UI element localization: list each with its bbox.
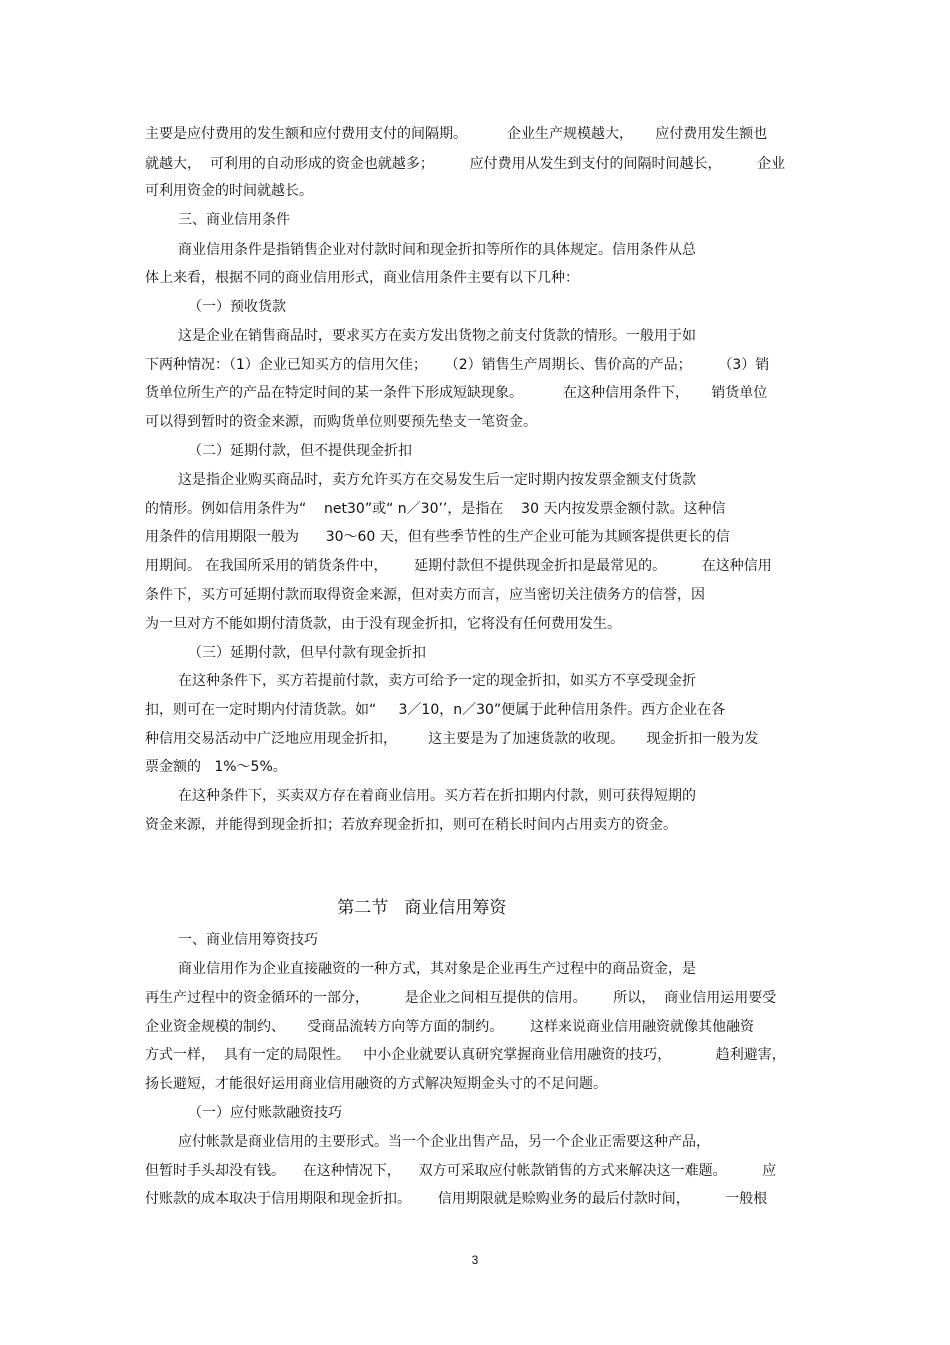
body-line: 下两种情况：（1）企业已知买方的信用欠佳； （2）销售生产周期长、售价高的产品； （3）销 <box>145 357 770 373</box>
section-heading: 一、商业信用筹资技巧 <box>178 932 318 948</box>
body-line: 但暂时手头却没有钱。 在这种情况下， 双方可采取应付帐款销售的方式来解决这一难题。 应 <box>145 1163 777 1179</box>
body-line: 在这种条件下，买方若提前付款，卖方可给予一定的现金折扣，如买方不享受现金折 <box>178 673 696 689</box>
body-line: 付账款的成本取决于信用期限和现金折扣。 信用期限就是赊购业务的最后付款时间， 一般根 <box>145 1191 768 1207</box>
body-line: 企业资金规模的制约、 受商品流转方向等方面的制约。 这样来说商业信用融资就像其他融资 <box>145 1019 754 1035</box>
body-line: 就越大， 可利用的自动形成的资金也就越多； 应付费用从发生到支付的间隔时间越长， 企业 <box>145 156 786 172</box>
page-number: 3 <box>471 1253 479 1267</box>
body-line: 方式一样， 具有一定的局限性。 中小企业就要认真研究掌握商业信用融资的技巧， 趋利避害， <box>145 1047 786 1063</box>
body-line: 票金额的 1%～5%。 <box>145 759 287 775</box>
body-line: 种信用交易活动中广泛地应用现金折扣， 这主要是为了加速货款的收现。 现金折扣一般为发 <box>145 731 759 747</box>
body-line: 商业信用条件是指销售企业对付款时间和现金折扣等所作的具体规定。信用条件从总 <box>178 242 696 258</box>
body-line: 用条件的信用期限一般为 30～60 天，但有些季节性的生产企业可能为其顾客提供更长的信 <box>145 529 730 545</box>
body-line: 应付帐款是商业信用的主要形式。当一个企业出售产品，另一个企业正需要这种产品， <box>178 1134 710 1150</box>
body-line: 这是指企业购买商品时，卖方允许买方在交易发生后一定时期内按发票金额支付货款 <box>178 472 696 488</box>
body-line: 货单位所生产的产品在特定时间的某一条件下形成短缺现象。 在这种信用条件下， 销货单位 <box>145 385 768 401</box>
body-line: 这是企业在销售商品时，要求买方在卖方发出货物之前支付货款的情形。一般用于如 <box>178 328 696 344</box>
body-line: 为一旦对方不能如期付清货款，由于没有现金折扣，它将没有任何费用发生。 <box>145 616 621 632</box>
body-line: 扣，则可在一定时期内付清货款。如“ 3／10，n／30”便属于此种信用条件。西方企业在各 <box>145 702 726 718</box>
body-line: 可利用资金的时间就越长。 <box>145 183 313 199</box>
body-line: 资金来源，并能得到现金折扣；若放弃现金折扣，则可在稍长时间内占用卖方的资金。 <box>145 817 677 833</box>
subsection-heading: （二）延期付款，但不提供现金折扣 <box>188 443 412 459</box>
body-line: 条件下，买方可延期付款而取得资金来源，但对卖方而言，应当密切关注债务方的信誉，因 <box>145 587 705 603</box>
body-line: 主要是应付费用的发生额和应付费用支付的间隔期。 企业生产规模越大， 应付费用发生额也 <box>145 126 768 142</box>
section-title-text: 第二节 商业信用筹资 <box>337 898 507 918</box>
body-line: 商业信用作为企业直接融资的一种方式，其对象是企业再生产过程中的商品资金，是 <box>178 961 696 977</box>
body-line: 扬长避短，才能很好运用商业信用融资的方式解决短期金头寸的不足问题。 <box>145 1076 607 1092</box>
subsection-heading: （三）延期付款，但早付款有现金折扣 <box>188 645 426 661</box>
body-line: 在这种条件下，买卖双方存在着商业信用。买方若在折扣期内付款，则可获得短期的 <box>178 788 696 804</box>
section-heading: 三、商业信用条件 <box>178 212 290 228</box>
body-line: 用期间。 在我国所采用的销货条件中， 延期付款但不提供现金折扣是最常见的。 在这种信用 <box>145 558 772 574</box>
body-line: 体上来看，根据不同的商业信用形式，商业信用条件主要有以下几种： <box>145 270 579 286</box>
body-line: 的情形。例如信用条件为“ net30”或“ n／30’’，是指在 30 天内按发票金额付款。这种信 <box>145 501 726 517</box>
subsection-heading: （一）应付账款融资技巧 <box>188 1105 342 1121</box>
body-line: 可以得到暂时的资金来源，而购货单位则要预先垫支一笔资金。 <box>145 414 537 430</box>
subsection-heading: （一）预收货款 <box>188 299 286 315</box>
body-line: 再生产过程中的资金循环的一部分， 是企业之间相互提供的信用。 所以， 商业信用运用要受 <box>145 990 777 1006</box>
